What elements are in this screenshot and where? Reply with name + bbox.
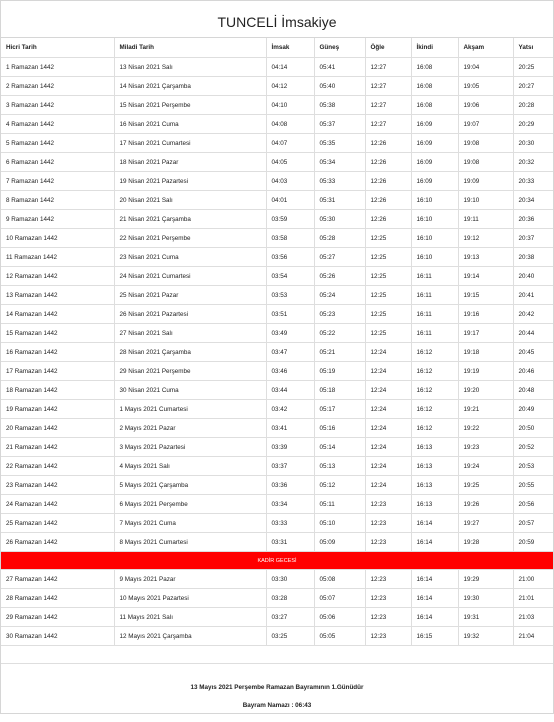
cell-hicri-tarih: 25 Ramazan 1442 (1, 514, 114, 533)
cell-yatsi: 20:30 (513, 134, 553, 153)
cell-ikindi: 16:08 (411, 58, 458, 77)
cell-hicri-tarih: 24 Ramazan 1442 (1, 495, 114, 514)
cell-ikindi: 16:11 (411, 267, 458, 286)
table-row (1, 419, 553, 438)
cell-yatsi: 20:33 (513, 172, 553, 191)
cell-ikindi: 16:08 (411, 96, 458, 115)
cell-aksam: 19:32 (458, 627, 513, 646)
cell-hicri-tarih: 13 Ramazan 1442 (1, 286, 114, 305)
cell-gunes: 05:06 (314, 608, 365, 627)
cell-gunes: 05:09 (314, 533, 365, 552)
cell-miladi-tarih: 10 Mayıs 2021 Pazartesi (114, 589, 266, 608)
cell-hicri-tarih: 29 Ramazan 1442 (1, 608, 114, 627)
table-row (1, 286, 553, 305)
cell-hicri-tarih: 23 Ramazan 1442 (1, 476, 114, 495)
table-row (1, 115, 553, 134)
cell-ogle: 12:26 (365, 191, 411, 210)
cell-aksam: 19:04 (458, 58, 513, 77)
cell-yatsi: 20:38 (513, 248, 553, 267)
cell-ogle: 12:25 (365, 286, 411, 305)
cell-aksam: 19:06 (458, 96, 513, 115)
cell-aksam: 19:15 (458, 286, 513, 305)
header-hicri-tarih: Hicri Tarih (1, 38, 114, 58)
cell-yatsi: 20:48 (513, 381, 553, 400)
cell-imsak: 03:49 (266, 324, 314, 343)
table-row (1, 514, 553, 533)
table-row (1, 570, 553, 589)
cell-ikindi: 16:14 (411, 570, 458, 589)
table-row (1, 77, 553, 96)
cell-gunes: 05:23 (314, 305, 365, 324)
cell-gunes: 05:37 (314, 115, 365, 134)
cell-imsak: 04:08 (266, 115, 314, 134)
page-title: TUNCELİ İmsakiye (1, 1, 553, 38)
cell-ogle: 12:26 (365, 172, 411, 191)
table-row (1, 457, 553, 476)
cell-ikindi: 16:12 (411, 419, 458, 438)
cell-imsak: 03:28 (266, 589, 314, 608)
cell-ogle: 12:24 (365, 419, 411, 438)
cell-aksam: 19:09 (458, 172, 513, 191)
cell-yatsi: 20:44 (513, 324, 553, 343)
cell-miladi-tarih: 22 Nisan 2021 Perşembe (114, 229, 266, 248)
cell-miladi-tarih: 27 Nisan 2021 Salı (114, 324, 266, 343)
cell-hicri-tarih: 30 Ramazan 1442 (1, 627, 114, 646)
cell-ikindi: 16:14 (411, 533, 458, 552)
cell-yatsi: 21:03 (513, 608, 553, 627)
cell-ikindi: 16:15 (411, 627, 458, 646)
bayram-date-text: 13 Mayıs 2021 Perşembe Ramazan Bayramının 1.Günüdür (190, 684, 364, 691)
cell-aksam: 19:17 (458, 324, 513, 343)
cell-hicri-tarih: 7 Ramazan 1442 (1, 172, 114, 191)
cell-miladi-tarih: 7 Mayıs 2021 Cuma (114, 514, 266, 533)
cell-miladi-tarih: 24 Nisan 2021 Cumartesi (114, 267, 266, 286)
cell-ogle: 12:23 (365, 608, 411, 627)
cell-aksam: 19:28 (458, 533, 513, 552)
cell-ogle: 12:27 (365, 115, 411, 134)
cell-yatsi: 20:27 (513, 77, 553, 96)
cell-ogle: 12:23 (365, 495, 411, 514)
table-row (1, 191, 553, 210)
cell-hicri-tarih: 10 Ramazan 1442 (1, 229, 114, 248)
cell-miladi-tarih: 1 Mayıs 2021 Cumartesi (114, 400, 266, 419)
cell-ogle: 12:24 (365, 343, 411, 362)
cell-miladi-tarih: 25 Nisan 2021 Pazar (114, 286, 266, 305)
cell-aksam: 19:05 (458, 77, 513, 96)
cell-ogle: 12:23 (365, 533, 411, 552)
header-imsak: İmsak (266, 38, 314, 58)
table-row (1, 267, 553, 286)
cell-imsak: 03:58 (266, 229, 314, 248)
cell-gunes: 05:14 (314, 438, 365, 457)
cell-gunes: 05:18 (314, 381, 365, 400)
table-row (1, 172, 553, 191)
table-row (1, 381, 553, 400)
cell-miladi-tarih: 21 Nisan 2021 Çarşamba (114, 210, 266, 229)
cell-aksam: 19:23 (458, 438, 513, 457)
cell-aksam: 19:08 (458, 134, 513, 153)
cell-miladi-tarih: 29 Nisan 2021 Perşembe (114, 362, 266, 381)
header-ikindi: İkindi (411, 38, 458, 58)
cell-aksam: 19:11 (458, 210, 513, 229)
cell-yatsi: 20:56 (513, 495, 553, 514)
cell-ikindi: 16:09 (411, 172, 458, 191)
cell-hicri-tarih: 8 Ramazan 1442 (1, 191, 114, 210)
cell-ikindi: 16:13 (411, 457, 458, 476)
cell-ogle: 12:27 (365, 77, 411, 96)
cell-hicri-tarih: 22 Ramazan 1442 (1, 457, 114, 476)
cell-gunes: 05:19 (314, 362, 365, 381)
cell-imsak: 03:36 (266, 476, 314, 495)
cell-miladi-tarih: 26 Nisan 2021 Pazartesi (114, 305, 266, 324)
cell-yatsi: 20:28 (513, 96, 553, 115)
cell-miladi-tarih: 4 Mayıs 2021 Salı (114, 457, 266, 476)
cell-imsak: 04:12 (266, 77, 314, 96)
cell-hicri-tarih: 19 Ramazan 1442 (1, 400, 114, 419)
cell-imsak: 03:30 (266, 570, 314, 589)
cell-miladi-tarih: 12 Mayıs 2021 Çarşamba (114, 627, 266, 646)
cell-yatsi: 20:59 (513, 533, 553, 552)
table-row (1, 362, 553, 381)
bayram-namazi-text: Bayram Namazı : 06:43 (242, 702, 312, 709)
cell-imsak: 04:07 (266, 134, 314, 153)
cell-imsak: 03:47 (266, 343, 314, 362)
cell-ikindi: 16:10 (411, 191, 458, 210)
cell-miladi-tarih: 9 Mayıs 2021 Pazar (114, 570, 266, 589)
cell-aksam: 19:27 (458, 514, 513, 533)
cell-aksam: 19:16 (458, 305, 513, 324)
cell-hicri-tarih: 21 Ramazan 1442 (1, 438, 114, 457)
cell-imsak: 03:54 (266, 267, 314, 286)
cell-aksam: 19:14 (458, 267, 513, 286)
cell-ogle: 12:23 (365, 570, 411, 589)
cell-ogle: 12:25 (365, 229, 411, 248)
imsakiye-table (1, 38, 553, 646)
cell-gunes: 05:35 (314, 134, 365, 153)
cell-aksam: 19:10 (458, 191, 513, 210)
cell-gunes: 05:22 (314, 324, 365, 343)
cell-hicri-tarih: 20 Ramazan 1442 (1, 419, 114, 438)
cell-hicri-tarih: 9 Ramazan 1442 (1, 210, 114, 229)
cell-ikindi: 16:10 (411, 229, 458, 248)
cell-hicri-tarih: 12 Ramazan 1442 (1, 267, 114, 286)
cell-gunes: 05:27 (314, 248, 365, 267)
cell-imsak: 03:33 (266, 514, 314, 533)
cell-yatsi: 21:00 (513, 570, 553, 589)
cell-yatsi: 20:53 (513, 457, 553, 476)
cell-ogle: 12:24 (365, 400, 411, 419)
footer (1, 663, 553, 722)
cell-ikindi: 16:12 (411, 362, 458, 381)
cell-miladi-tarih: 14 Nisan 2021 Çarşamba (114, 77, 266, 96)
cell-gunes: 05:26 (314, 267, 365, 286)
table-row (1, 305, 553, 324)
cell-imsak: 03:56 (266, 248, 314, 267)
cell-gunes: 05:05 (314, 627, 365, 646)
cell-yatsi: 20:45 (513, 343, 553, 362)
cell-ikindi: 16:10 (411, 210, 458, 229)
cell-ogle: 12:23 (365, 589, 411, 608)
cell-gunes: 05:17 (314, 400, 365, 419)
table-header-row (1, 38, 553, 58)
cell-hicri-tarih: 26 Ramazan 1442 (1, 533, 114, 552)
cell-miladi-tarih: 11 Mayıs 2021 Salı (114, 608, 266, 627)
cell-yatsi: 20:42 (513, 305, 553, 324)
cell-gunes: 05:07 (314, 589, 365, 608)
cell-imsak: 03:31 (266, 533, 314, 552)
cell-gunes: 05:10 (314, 514, 365, 533)
cell-ogle: 12:24 (365, 476, 411, 495)
cell-ogle: 12:25 (365, 305, 411, 324)
cell-ogle: 12:25 (365, 324, 411, 343)
cell-ikindi: 16:14 (411, 514, 458, 533)
cell-gunes: 05:16 (314, 419, 365, 438)
cell-imsak: 03:25 (266, 627, 314, 646)
cell-ogle: 12:23 (365, 627, 411, 646)
header-gunes: Güneş (314, 38, 365, 58)
cell-aksam: 19:12 (458, 229, 513, 248)
cell-hicri-tarih: 27 Ramazan 1442 (1, 570, 114, 589)
cell-yatsi: 20:46 (513, 362, 553, 381)
cell-gunes: 05:41 (314, 58, 365, 77)
table-row (1, 96, 553, 115)
cell-aksam: 19:25 (458, 476, 513, 495)
cell-imsak: 03:44 (266, 381, 314, 400)
cell-ikindi: 16:14 (411, 608, 458, 627)
cell-yatsi: 21:01 (513, 589, 553, 608)
cell-ikindi: 16:08 (411, 77, 458, 96)
cell-ogle: 12:25 (365, 267, 411, 286)
cell-aksam: 19:26 (458, 495, 513, 514)
kadir-gecesi-label: KADİR GECESİ (1, 552, 553, 570)
cell-ikindi: 16:09 (411, 115, 458, 134)
table-row (1, 608, 553, 627)
table-row (1, 153, 553, 172)
cell-imsak: 03:42 (266, 400, 314, 419)
cell-ikindi: 16:12 (411, 381, 458, 400)
table-row (1, 495, 553, 514)
cell-ikindi: 16:14 (411, 589, 458, 608)
cell-imsak: 03:27 (266, 608, 314, 627)
cell-miladi-tarih: 3 Mayıs 2021 Pazartesi (114, 438, 266, 457)
table-row (1, 533, 553, 552)
cell-ikindi: 16:10 (411, 248, 458, 267)
cell-imsak: 04:03 (266, 172, 314, 191)
table-row (1, 476, 553, 495)
cell-ogle: 12:24 (365, 381, 411, 400)
cell-imsak: 03:53 (266, 286, 314, 305)
cell-yatsi: 20:25 (513, 58, 553, 77)
cell-gunes: 05:12 (314, 476, 365, 495)
table-row (1, 589, 553, 608)
cell-ikindi: 16:12 (411, 343, 458, 362)
table-row (1, 400, 553, 419)
cell-gunes: 05:34 (314, 153, 365, 172)
cell-hicri-tarih: 2 Ramazan 1442 (1, 77, 114, 96)
cell-gunes: 05:11 (314, 495, 365, 514)
cell-gunes: 05:30 (314, 210, 365, 229)
header-yatsi: Yatsı (513, 38, 553, 58)
cell-hicri-tarih: 3 Ramazan 1442 (1, 96, 114, 115)
cell-aksam: 19:24 (458, 457, 513, 476)
cell-aksam: 19:22 (458, 419, 513, 438)
table-row (1, 210, 553, 229)
cell-ikindi: 16:11 (411, 324, 458, 343)
cell-miladi-tarih: 15 Nisan 2021 Perşembe (114, 96, 266, 115)
cell-hicri-tarih: 15 Ramazan 1442 (1, 324, 114, 343)
cell-miladi-tarih: 19 Nisan 2021 Pazartesi (114, 172, 266, 191)
cell-ikindi: 16:09 (411, 134, 458, 153)
cell-imsak: 03:37 (266, 457, 314, 476)
cell-gunes: 05:40 (314, 77, 365, 96)
cell-hicri-tarih: 14 Ramazan 1442 (1, 305, 114, 324)
kadir-gecesi-row (1, 552, 553, 570)
cell-miladi-tarih: 18 Nisan 2021 Pazar (114, 153, 266, 172)
spacer (1, 646, 553, 663)
cell-miladi-tarih: 20 Nisan 2021 Salı (114, 191, 266, 210)
cell-imsak: 03:51 (266, 305, 314, 324)
cell-hicri-tarih: 11 Ramazan 1442 (1, 248, 114, 267)
cell-ikindi: 16:12 (411, 400, 458, 419)
table-row (1, 248, 553, 267)
cell-ogle: 12:26 (365, 153, 411, 172)
cell-miladi-tarih: 28 Nisan 2021 Çarşamba (114, 343, 266, 362)
cell-miladi-tarih: 17 Nisan 2021 Cumartesi (114, 134, 266, 153)
cell-gunes: 05:13 (314, 457, 365, 476)
cell-yatsi: 21:04 (513, 627, 553, 646)
cell-ikindi: 16:11 (411, 305, 458, 324)
cell-aksam: 19:13 (458, 248, 513, 267)
cell-ogle: 12:24 (365, 362, 411, 381)
cell-gunes: 05:31 (314, 191, 365, 210)
cell-yatsi: 20:29 (513, 115, 553, 134)
cell-miladi-tarih: 2 Mayıs 2021 Pazar (114, 419, 266, 438)
cell-imsak: 03:41 (266, 419, 314, 438)
table-row (1, 58, 553, 77)
table-body (1, 58, 553, 646)
cell-miladi-tarih: 30 Nisan 2021 Cuma (114, 381, 266, 400)
cell-aksam: 19:18 (458, 343, 513, 362)
cell-aksam: 19:20 (458, 381, 513, 400)
cell-miladi-tarih: 8 Mayıs 2021 Cumartesi (114, 533, 266, 552)
cell-miladi-tarih: 16 Nisan 2021 Cuma (114, 115, 266, 134)
table-row (1, 343, 553, 362)
cell-gunes: 05:08 (314, 570, 365, 589)
cell-gunes: 05:38 (314, 96, 365, 115)
cell-imsak: 03:59 (266, 210, 314, 229)
cell-imsak: 04:05 (266, 153, 314, 172)
cell-aksam: 19:29 (458, 570, 513, 589)
cell-hicri-tarih: 18 Ramazan 1442 (1, 381, 114, 400)
cell-hicri-tarih: 4 Ramazan 1442 (1, 115, 114, 134)
cell-aksam: 19:31 (458, 608, 513, 627)
cell-ogle: 12:24 (365, 438, 411, 457)
cell-hicri-tarih: 16 Ramazan 1442 (1, 343, 114, 362)
table-row (1, 324, 553, 343)
cell-yatsi: 20:36 (513, 210, 553, 229)
cell-yatsi: 20:32 (513, 153, 553, 172)
cell-hicri-tarih: 6 Ramazan 1442 (1, 153, 114, 172)
cell-yatsi: 20:52 (513, 438, 553, 457)
table-row (1, 627, 553, 646)
table-row (1, 438, 553, 457)
cell-ikindi: 16:13 (411, 438, 458, 457)
cell-ikindi: 16:09 (411, 153, 458, 172)
cell-yatsi: 20:55 (513, 476, 553, 495)
cell-ogle: 12:27 (365, 58, 411, 77)
cell-aksam: 19:19 (458, 362, 513, 381)
cell-ogle: 12:26 (365, 134, 411, 153)
cell-aksam: 19:08 (458, 153, 513, 172)
cell-hicri-tarih: 28 Ramazan 1442 (1, 589, 114, 608)
cell-imsak: 04:10 (266, 96, 314, 115)
cell-yatsi: 20:40 (513, 267, 553, 286)
cell-imsak: 04:01 (266, 191, 314, 210)
cell-gunes: 05:28 (314, 229, 365, 248)
cell-imsak: 04:14 (266, 58, 314, 77)
cell-ogle: 12:23 (365, 514, 411, 533)
cell-hicri-tarih: 17 Ramazan 1442 (1, 362, 114, 381)
cell-ogle: 12:24 (365, 457, 411, 476)
cell-imsak: 03:39 (266, 438, 314, 457)
cell-aksam: 19:07 (458, 115, 513, 134)
cell-miladi-tarih: 5 Mayıs 2021 Çarşamba (114, 476, 266, 495)
cell-aksam: 19:30 (458, 589, 513, 608)
table-row (1, 229, 553, 248)
table-row (1, 134, 553, 153)
header-miladi-tarih: Miladi Tarih (114, 38, 266, 58)
cell-imsak: 03:34 (266, 495, 314, 514)
cell-ikindi: 16:13 (411, 495, 458, 514)
cell-ogle: 12:27 (365, 96, 411, 115)
cell-yatsi: 20:34 (513, 191, 553, 210)
cell-gunes: 05:24 (314, 286, 365, 305)
cell-miladi-tarih: 6 Mayıs 2021 Perşembe (114, 495, 266, 514)
cell-yatsi: 20:49 (513, 400, 553, 419)
cell-imsak: 03:46 (266, 362, 314, 381)
cell-hicri-tarih: 1 Ramazan 1442 (1, 58, 114, 77)
cell-aksam: 19:21 (458, 400, 513, 419)
header-ogle: Öğle (365, 38, 411, 58)
cell-yatsi: 20:41 (513, 286, 553, 305)
cell-yatsi: 20:37 (513, 229, 553, 248)
cell-ikindi: 16:13 (411, 476, 458, 495)
cell-ogle: 12:25 (365, 248, 411, 267)
cell-ogle: 12:26 (365, 210, 411, 229)
header-aksam: Akşam (458, 38, 513, 58)
cell-gunes: 05:21 (314, 343, 365, 362)
cell-miladi-tarih: 13 Nisan 2021 Salı (114, 58, 266, 77)
cell-yatsi: 20:50 (513, 419, 553, 438)
cell-miladi-tarih: 23 Nisan 2021 Cuma (114, 248, 266, 267)
cell-ikindi: 16:11 (411, 286, 458, 305)
cell-hicri-tarih: 5 Ramazan 1442 (1, 134, 114, 153)
cell-yatsi: 20:57 (513, 514, 553, 533)
cell-gunes: 05:33 (314, 172, 365, 191)
